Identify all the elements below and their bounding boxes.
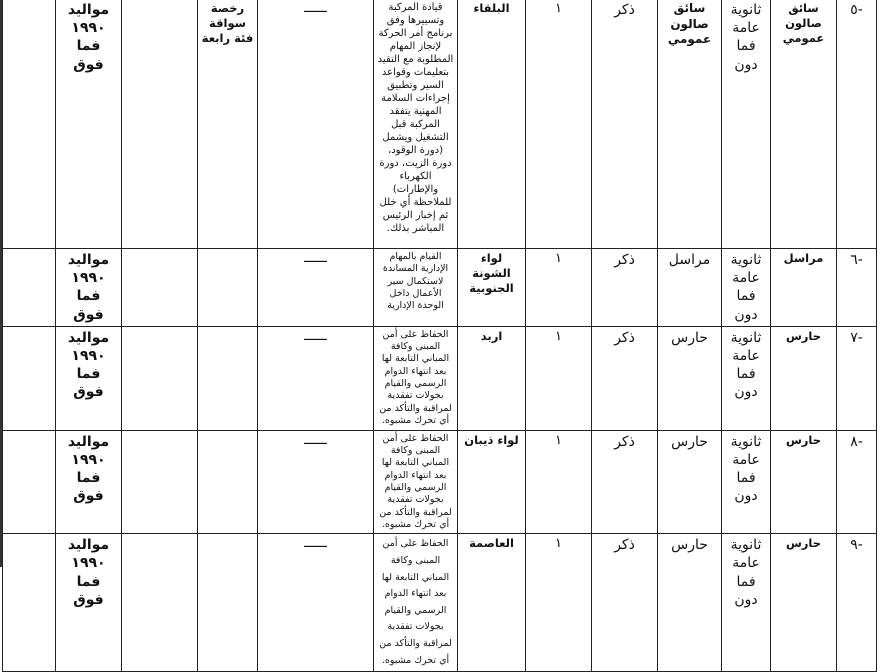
empty-cell <box>122 249 198 327</box>
education-level: ثانوية عامة فما دون <box>722 249 771 327</box>
row-number: -٥ <box>837 0 877 249</box>
birth-requirement: مواليد ١٩٩٠ فما فوق <box>56 249 122 327</box>
job-title: سائق صالون عمومي <box>771 0 837 249</box>
license-requirement: رخصة سواقة فئة رابعة <box>198 0 258 249</box>
license-requirement <box>198 326 258 430</box>
vacancy-count: ١ <box>526 430 592 534</box>
vacancy-count: ١ <box>526 249 592 327</box>
gender: ذكر <box>592 326 658 430</box>
location: اربد <box>458 326 526 430</box>
job-tasks: القيام بالمهام الإدارية المساندة لاستكمال سير الأعمال داخل الوحدة الإدارية <box>374 249 458 327</box>
license-requirement <box>198 534 258 672</box>
row-number: -٧ <box>837 326 877 430</box>
gender: ذكر <box>592 0 658 249</box>
vacancy-count: ١ <box>526 326 592 430</box>
gender: ذكر <box>592 430 658 534</box>
empty-cell <box>122 326 198 430</box>
table-row <box>3 430 877 534</box>
job-name: حارس <box>658 326 722 430</box>
job-title: حارس <box>771 534 837 672</box>
education-level: ثانوية عامة فما دون <box>722 534 771 672</box>
location: العاصمة <box>458 534 526 672</box>
job-tasks: الحفاظ على أمن المبنى وكافة المباني التابعة لها بعد انتهاء الدوام الرسمي والقيام بجولات تفقدية لمراقبة والتأكد من أي تحرك مشبوه. <box>374 326 458 430</box>
job-title: حارس <box>771 326 837 430</box>
job-name: حارس <box>658 534 722 672</box>
location: لواء ذيبان <box>458 430 526 534</box>
job-name: حارس <box>658 430 722 534</box>
table-row <box>3 534 877 672</box>
vacancy-count: ١ <box>526 534 592 672</box>
row-number: -٩ <box>837 534 877 672</box>
empty-cell <box>3 534 56 672</box>
job-title: مراسل <box>771 249 837 327</box>
job-title: حارس <box>771 430 837 534</box>
location: لواء الشونة الجنوبية <box>458 249 526 327</box>
row-number: -٨ <box>837 430 877 534</box>
job-tasks: الحفاظ على أمن المبنى وكافة المباني التابعة لها بعد انتهاء الدوام الرسمي والقيام بجولات تفقدية لمراقبة والتأكد من أي تحرك مشبوه. <box>374 430 458 534</box>
empty-dash: ــــــ <box>258 249 374 327</box>
empty-dash: ــــــ <box>258 534 374 672</box>
empty-cell <box>3 0 56 249</box>
birth-requirement: مواليد ١٩٩٠ فما فوق <box>56 0 122 249</box>
table-row <box>3 326 877 430</box>
location: البلقاء <box>458 0 526 249</box>
empty-cell <box>3 249 56 327</box>
birth-requirement: مواليد ١٩٩٠ فما فوق <box>56 326 122 430</box>
job-tasks: قيادة المركبة وتسييرها وفق برنامج أمر الحركة لإنجاز المهام المطلوبة مع التقيد بتعليمات وقواعد السير وتطبيق إجراءات السلامة المهنية يتفقد المركبة قبل التشغيل ويشمل (دورة الوقود، دورة الزيت، دورة الكهرباء والإطارات) للملاحظة أي خلل ثم إخبار الرئيس المباشر بذلك. <box>374 0 458 249</box>
empty-cell <box>3 430 56 534</box>
birth-requirement: مواليد ١٩٩٠ فما فوق <box>56 534 122 672</box>
job-name: مراسل <box>658 249 722 327</box>
table-row <box>3 0 877 249</box>
row-number: -٦ <box>837 249 877 327</box>
empty-cell <box>122 430 198 534</box>
license-requirement <box>198 430 258 534</box>
license-requirement <box>198 249 258 327</box>
empty-cell <box>122 534 198 672</box>
vacancy-count: ١ <box>526 0 592 249</box>
gender: ذكر <box>592 249 658 327</box>
gender: ذكر <box>592 534 658 672</box>
empty-dash: ــــــ <box>258 0 374 249</box>
education-level: ثانوية عامة فما دون <box>722 326 771 430</box>
empty-cell <box>3 326 56 430</box>
job-tasks: الحفاظ على أمن المبنى وكافة المباني التابعة لها بعد انتهاء الدوام الرسمي والقيام بجولات تفقدية لمراقبة والتأكد من أي تحرك مشبوه. <box>374 534 458 672</box>
empty-dash: ــــــ <box>258 430 374 534</box>
education-level: ثانوية عامة فما دون <box>722 0 771 249</box>
vacancies-table <box>2 0 877 672</box>
table-row <box>3 249 877 327</box>
empty-cell <box>122 0 198 249</box>
job-name: سائق صالون عمومي <box>658 0 722 249</box>
birth-requirement: مواليد ١٩٩٠ فما فوق <box>56 430 122 534</box>
education-level: ثانوية عامة فما دون <box>722 430 771 534</box>
empty-dash: ــــــ <box>258 326 374 430</box>
